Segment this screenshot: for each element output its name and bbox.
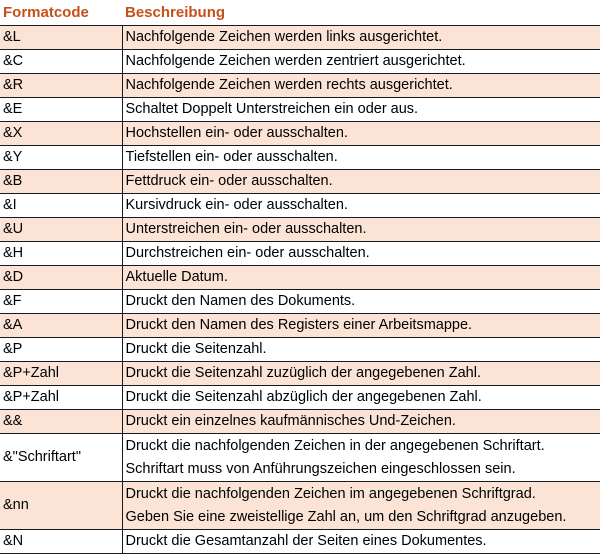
table-row bbox=[0, 194, 600, 218]
format-code-cell: &R bbox=[0, 74, 122, 98]
description-cell bbox=[122, 434, 600, 482]
description-line: Druckt die Gesamtanzahl der Seiten eines Dokumentes. bbox=[125, 533, 487, 549]
description-line: Druckt die Seitenzahl abzüglich der angegebenen Zahl. bbox=[125, 389, 482, 405]
table-row bbox=[0, 386, 600, 410]
description-cell bbox=[122, 290, 600, 314]
table-row bbox=[0, 338, 600, 362]
description-cell bbox=[122, 242, 600, 266]
format-code-cell: &A bbox=[0, 314, 122, 338]
description-cell bbox=[122, 146, 600, 170]
format-code-cell: &B bbox=[0, 170, 122, 194]
description-line: Schriftart muss von Anführungszeichen eingeschlossen sein. bbox=[125, 460, 516, 477]
table-row bbox=[0, 482, 600, 530]
table-body bbox=[0, 26, 600, 554]
description-line: Hochstellen ein- oder ausschalten. bbox=[125, 125, 348, 141]
format-code-cell: &"Schriftart" bbox=[0, 434, 122, 482]
table-row bbox=[0, 122, 600, 146]
format-code-cell: &P+Zahl bbox=[0, 386, 122, 410]
description-line: Tiefstellen ein- oder ausschalten. bbox=[125, 149, 338, 165]
description-cell bbox=[122, 530, 600, 554]
description-cell bbox=[122, 122, 600, 146]
table-row bbox=[0, 530, 600, 554]
header-beschreibung: Beschreibung bbox=[122, 0, 600, 26]
format-code-cell: &P bbox=[0, 338, 122, 362]
description-line: Fettdruck ein- oder ausschalten. bbox=[125, 173, 333, 189]
description-cell bbox=[122, 362, 600, 386]
table-row bbox=[0, 314, 600, 338]
description-cell bbox=[122, 314, 600, 338]
description-cell bbox=[122, 50, 600, 74]
format-code-cell: &I bbox=[0, 194, 122, 218]
description-line: Nachfolgende Zeichen werden links ausgerichtet. bbox=[125, 29, 443, 45]
description-cell bbox=[122, 338, 600, 362]
table-row bbox=[0, 434, 600, 482]
description-line: Druckt die Seitenzahl zuzüglich der angegebenen Zahl. bbox=[125, 365, 481, 381]
format-code-cell: &F bbox=[0, 290, 122, 314]
description-line: Unterstreichen ein- oder ausschalten. bbox=[125, 221, 367, 237]
table-row bbox=[0, 290, 600, 314]
table-row bbox=[0, 26, 600, 50]
description-line: Kursivdruck ein- oder ausschalten. bbox=[125, 197, 348, 213]
header-formatcode: Formatcode bbox=[0, 0, 122, 26]
table-row bbox=[0, 266, 600, 290]
format-code-cell: &C bbox=[0, 50, 122, 74]
format-code-cell: &P+Zahl bbox=[0, 362, 122, 386]
table-row bbox=[0, 362, 600, 386]
description-cell bbox=[122, 266, 600, 290]
table-row bbox=[0, 74, 600, 98]
description-line: Druckt die nachfolgenden Zeichen in der angegebenen Schriftart. bbox=[125, 437, 545, 454]
description-line: Schaltet Doppelt Unterstreichen ein oder aus. bbox=[125, 101, 419, 117]
description-line: Druckt den Namen des Dokuments. bbox=[125, 293, 356, 309]
description-line: Nachfolgende Zeichen werden rechts ausgerichtet. bbox=[125, 77, 453, 93]
description-cell bbox=[122, 410, 600, 434]
description-line: Druckt die nachfolgenden Zeichen im angegebenen Schriftgrad. bbox=[125, 485, 536, 502]
description-cell bbox=[122, 218, 600, 242]
table-row bbox=[0, 242, 600, 266]
description-cell bbox=[122, 170, 600, 194]
format-code-cell: &U bbox=[0, 218, 122, 242]
format-code-cell: &X bbox=[0, 122, 122, 146]
description-cell bbox=[122, 482, 600, 530]
table-row bbox=[0, 146, 600, 170]
table-row bbox=[0, 218, 600, 242]
description-line: Druckt die Seitenzahl. bbox=[125, 341, 267, 357]
format-code-cell: &N bbox=[0, 530, 122, 554]
table-row bbox=[0, 170, 600, 194]
format-code-cell: &nn bbox=[0, 482, 122, 530]
description-cell bbox=[122, 26, 600, 50]
format-code-cell: &D bbox=[0, 266, 122, 290]
description-cell bbox=[122, 386, 600, 410]
table-row bbox=[0, 50, 600, 74]
description-line: Nachfolgende Zeichen werden zentriert ausgerichtet. bbox=[125, 53, 466, 69]
description-cell bbox=[122, 194, 600, 218]
description-cell bbox=[122, 74, 600, 98]
description-line: Druckt den Namen des Registers einer Arbeitsmappe. bbox=[125, 317, 473, 333]
table-header-row bbox=[0, 0, 600, 26]
description-line: Aktuelle Datum. bbox=[125, 269, 228, 285]
description-line: Durchstreichen ein- oder ausschalten. bbox=[125, 245, 370, 261]
description-line: Druckt ein einzelnes kaufmännisches Und-Zeichen. bbox=[125, 413, 456, 429]
format-code-cell: &L bbox=[0, 26, 122, 50]
format-code-cell: &E bbox=[0, 98, 122, 122]
format-code-cell: &Y bbox=[0, 146, 122, 170]
format-code-cell: && bbox=[0, 410, 122, 434]
description-cell bbox=[122, 98, 600, 122]
table-row bbox=[0, 410, 600, 434]
table-row bbox=[0, 98, 600, 122]
description-line: Geben Sie eine zweistellige Zahl an, um den Schriftgrad anzugeben. bbox=[125, 508, 567, 525]
format-code-cell: &H bbox=[0, 242, 122, 266]
